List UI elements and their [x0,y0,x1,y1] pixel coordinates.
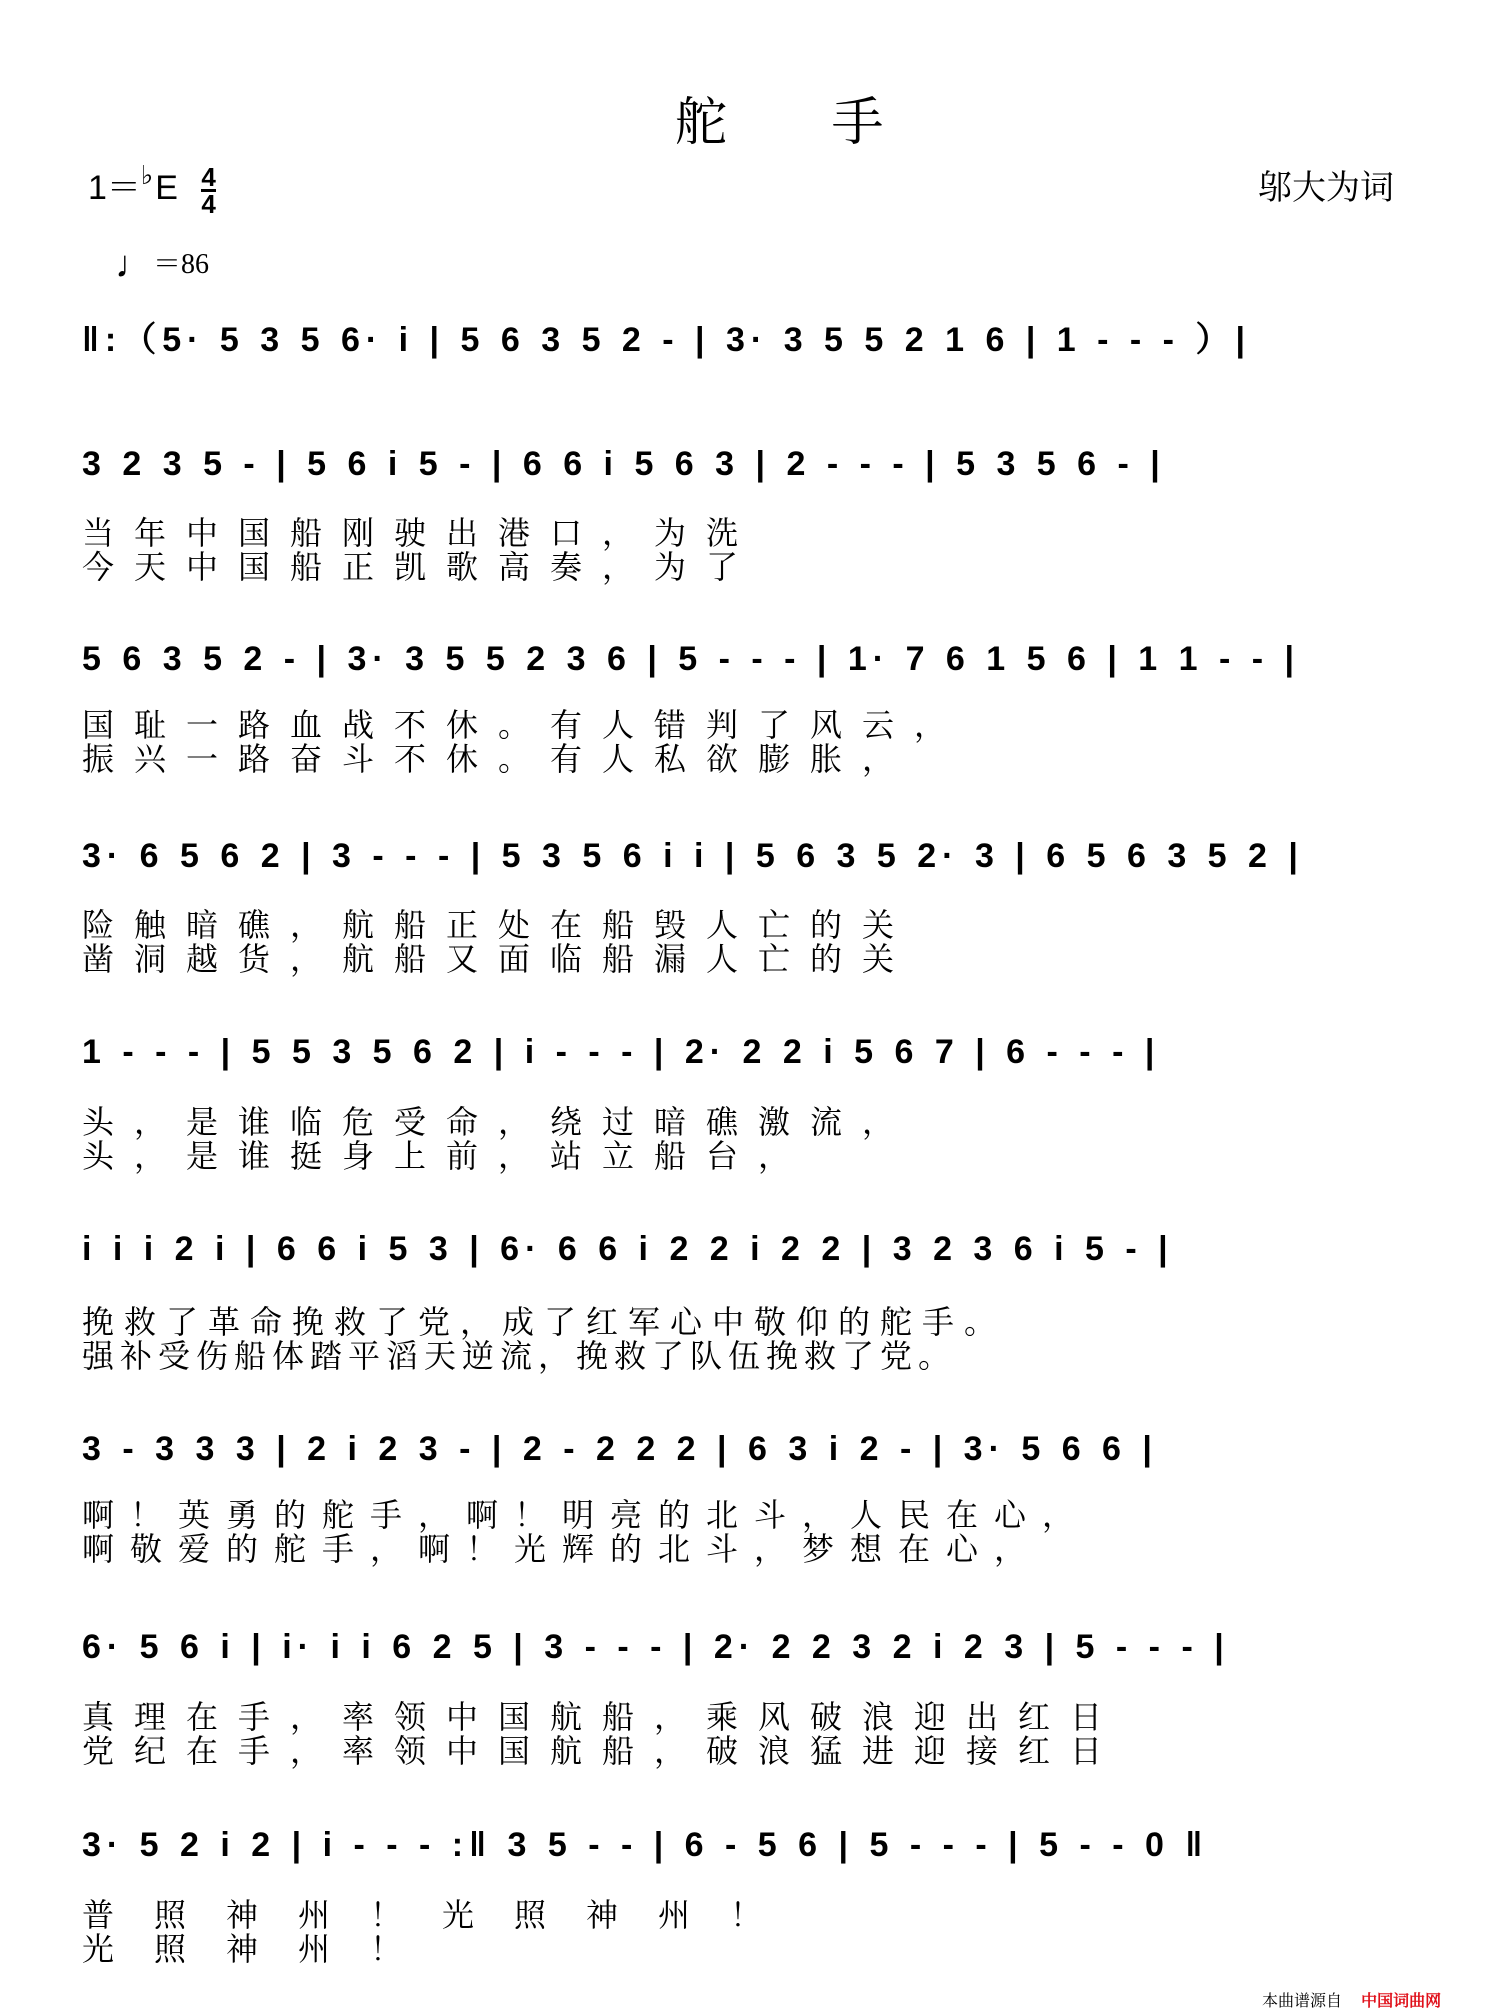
lyric-verse1-line-4: 险触暗礁，航船正处在船毁人亡的关 [82,906,915,944]
lyric-verse1-line-9: 普照神州！光照神州！ [82,1896,803,1934]
lyric-verse2-line-9: 光照神州！ [82,1930,443,1968]
lyric-verse2-line-5: 头，是谁挺身上前，站立船台， [82,1137,811,1175]
lyric-verse2-line-7: 啊敬爱的舵手，啊！光辉的北斗，梦想在心， [82,1530,1043,1568]
notation-line-4: 3· 6 5 6 2 | 3 - - - | 5 3 5 6 i i | 5 6 3 5 2· 3 | 6 5 6 3 5 2 | [82,837,1304,875]
notation-line-6: i i i 2 i | 6 6 i 5 3 | 6· 6 6 i 2 2 i 2 2 | 3 2 3 6 i 5 - | [82,1230,1174,1268]
notation-line-5: 1 - - - | 5 5 3 5 6 2 | i - - - | 2· 2 2 i 5 6 7 | 6 - - - | [82,1033,1161,1071]
tempo-value: ＝86 [153,249,210,280]
lyric-verse2-line-4: 凿洞越货，航船又面临船漏人亡的关 [82,940,915,978]
source-label: 本曲谱源自 [1262,1991,1343,2010]
tempo-marking [115,242,209,287]
lyric-verse2-line-8: 党纪在手，率领中国航船，破浪猛进迎接红日 [82,1732,1123,1770]
lyric-verse2-line-3: 振兴一路奋斗不休。有人私欲膨胀， [82,740,915,778]
time-signature: $\frac{4}{4}$ [201,161,216,219]
notation-line-8: 6· 5 6 i | i· i i 6 2 5 | 3 - - - | 2· 2 2 3 2 i 2 3 | 5 - - - | [82,1628,1230,1666]
lyric-verse1-line-3: 国耻一路血战不休。有人错判了风云， [82,706,967,744]
lyric-verse1-line-2: 当年中国船刚驶出港口，为洗 [82,514,759,552]
lyric-verse2-line-6: 强补受伤船体踏平滔天逆流，挽救了队伍挽救了党。 [82,1337,957,1375]
lyric-verse2-line-2: 今天中国船正凯歌高奏，为了 [82,548,759,586]
notation-line-7: 3 - 3 3 3 | 2 i 2 3 - | 2 - 2 2 2 | 6 3 i 2 - | 3· 5 6 6 | [82,1430,1158,1468]
lyricist-credit: 邬大为词 [1258,168,1394,208]
lyric-verse1-line-5: 头，是谁临危受命，绕过暗礁激流， [82,1103,915,1141]
key-letter: E [155,169,178,207]
site-name: 中国词曲网 [1361,1991,1442,2010]
notation-line-3: 5 6 3 5 2 - | 3· 3 5 5 2 3 6 | 5 - - - | 1· 7 6 1 5 6 | 1 1 - - | [82,640,1301,678]
lyric-verse1-line-8: 真理在手，率领中国航船，乘风破浪迎出红日 [82,1698,1123,1736]
lyric-verse1-line-7: 啊！英勇的舵手，啊！明亮的北斗，人民在心， [82,1496,1091,1534]
source-watermark [1262,1988,1441,2011]
key-prefix: 1＝ [88,169,141,207]
song-title: 舵 手 [675,93,928,153]
quarter-note-icon: ♩ [115,244,153,286]
lyric-verse1-line-6: 挽救了革命挽救了党，成了红军心中敬仰的舵手。 [82,1303,1007,1341]
notation-line-1: ‖:（5· 5 3 5 6· i | 5 6 3 5 2 - | 3· 3 5 5 2 1 6 | 1 - - - ）| [82,321,1251,359]
key-signature [88,160,216,219]
notation-line-2: 3 2 3 5 - | 5 6 i 5 - | 6 6 i 5 6 3 | 2 - - - | 5 3 5 6 - | [82,445,1166,483]
flat-icon: ♭ [140,160,154,190]
notation-line-9: 3· 5 2 i 2 | i - - - :‖ 3 5 - - | 6 - 5 6 | 5 - - - | 5 - - 0 ‖ [82,1826,1209,1864]
